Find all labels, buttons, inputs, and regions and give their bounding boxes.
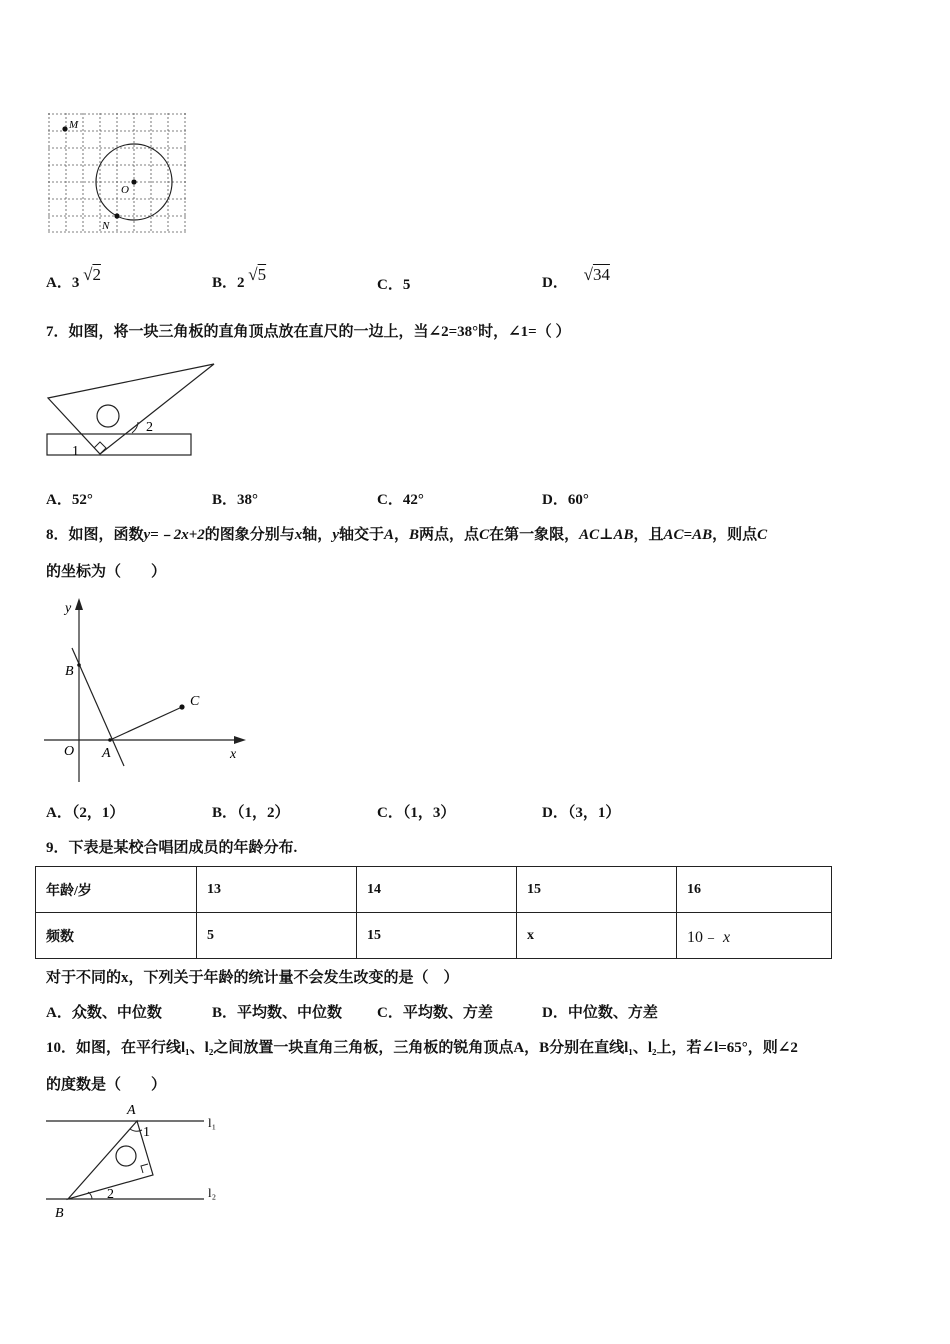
q8-function: y=﹣2x+2: [143, 527, 205, 543]
q6-label-m: M: [69, 119, 79, 131]
q7-triangle: [48, 364, 214, 454]
q9-age-14: 14: [357, 867, 517, 913]
q6-option-b-label: B．: [212, 275, 238, 291]
q6-option-c[interactable]: [377, 273, 410, 294]
table-row: [36, 913, 832, 959]
q9-option-c[interactable]: C．平均数、方差: [377, 1005, 493, 1021]
q8-label-o: O: [64, 744, 75, 759]
q6-option-b-sqrt: √5: [248, 265, 267, 284]
q9-freq-16: [677, 913, 832, 959]
q7-figure: [46, 362, 218, 460]
q9-freq-16-var: x: [723, 929, 731, 946]
q6-option-b-radicand: 5: [257, 265, 267, 284]
q6-point-n: [114, 213, 119, 218]
q6-grid-figure: [48, 113, 188, 235]
q7-text: 7．如图，将一块三角板的直角顶点放在直尺的一边上，当∠2=38°时，∠1=（ ）: [46, 324, 571, 340]
q9-freq-15: x: [517, 913, 677, 959]
q10-text-line1: 10．如图，在平行线l₁、l₂之间放置一块直角三角板，三角板的锐角顶点A，B分别在直线l₁、l₂上，若∠l=65°，则∠2: [46, 1040, 798, 1056]
q6-option-b[interactable]: [212, 265, 267, 292]
q6-option-b-coef: 2: [237, 275, 245, 291]
q10-label-l2: l₂: [208, 1185, 217, 1200]
q8-label-x: x: [230, 747, 237, 762]
q7-option-d[interactable]: D．60°: [542, 492, 589, 508]
q8-x-axis-arrow: [234, 736, 246, 744]
q9-option-d[interactable]: D．中位数、方差: [542, 1005, 658, 1021]
q9-age-13: 13: [197, 867, 357, 913]
q8-point-c: [179, 704, 184, 709]
q7-label-2: 2: [146, 420, 153, 435]
q8-label-a: A: [102, 746, 111, 761]
q8-point-a: [108, 738, 112, 742]
q8-label-y: y: [65, 601, 72, 616]
q6-option-d-label: D．: [542, 275, 568, 291]
q6-option-d-radicand: 34: [592, 265, 610, 284]
q6-option-a-sqrt: √2: [83, 265, 101, 284]
q9-age-table: [35, 866, 832, 959]
q6-point-m: [62, 126, 67, 131]
q7-right-angle-mark: [94, 442, 106, 454]
q7-option-c[interactable]: C．42°: [377, 492, 424, 508]
q7-option-a[interactable]: A．52°: [46, 492, 93, 508]
q9-option-b[interactable]: B．平均数、中位数: [212, 1005, 343, 1021]
q9-text: 9．下表是某校合唱团成员的年龄分布.: [46, 840, 298, 856]
table-row: [36, 867, 832, 913]
q9-age-15: 15: [517, 867, 677, 913]
q8-segment-ac: [110, 707, 182, 740]
q6-option-a[interactable]: [46, 265, 101, 292]
q7-label-1: 1: [72, 444, 79, 459]
q6-option-d-sqrt: √34: [583, 265, 610, 284]
q10-label-a: A: [127, 1103, 136, 1118]
q8-label-c: C: [190, 694, 200, 709]
q8-y-axis-arrow: [75, 598, 83, 610]
q8-point-b: [77, 663, 81, 667]
q8-option-d[interactable]: D．（3，1）: [542, 805, 621, 821]
q10-triangle-hole: [116, 1146, 136, 1166]
q6-label-o: O: [121, 184, 129, 196]
q7-option-b[interactable]: B．38°: [212, 492, 259, 508]
q10-right-angle-mark: [141, 1164, 148, 1173]
q10-figure: [44, 1100, 226, 1222]
q6-option-a-label: A．: [46, 275, 72, 291]
q8-option-c[interactable]: C．（1，3）: [377, 805, 456, 821]
q8-option-b[interactable]: B．（1，2）: [212, 805, 290, 821]
q9-header-frequency: 频数: [36, 913, 197, 959]
q9-freq-14: 15: [357, 913, 517, 959]
q8-figure: [44, 596, 250, 786]
q9-option-a[interactable]: A．众数、中位数: [46, 1005, 162, 1021]
q6-option-a-radicand: 2: [92, 265, 101, 284]
q10-label-1: 1: [143, 1125, 150, 1140]
q9-freq-16-number: 10﹣: [687, 929, 720, 946]
q8-label-b: B: [65, 664, 74, 679]
q6-option-d[interactable]: [542, 265, 610, 292]
q6-option-a-coef: 3: [71, 275, 80, 291]
q8-text-line1: 8．如图，函数y=﹣2x+2的图象分别与x轴，y轴交于A，B两点，点C在第一象限，AC⊥AB，且AC=AB，则点C: [46, 527, 768, 543]
q9-freq-13: 5: [197, 913, 357, 959]
q8-text-line2: 的坐标为（ ）: [46, 564, 167, 580]
q8-option-a[interactable]: A．（2，1）: [46, 805, 125, 821]
q7-ruler: [47, 434, 191, 455]
q6-point-o: [131, 179, 136, 184]
q9-question: 对于不同的x，下列关于年龄的统计量不会发生改变的是（ ）: [46, 970, 459, 986]
q6-option-c-value: 5: [402, 277, 411, 293]
q10-label-b: B: [55, 1206, 64, 1221]
q9-header-age: 年龄/岁: [36, 867, 197, 913]
q7-triangle-hole: [97, 405, 119, 427]
q9-age-16: 16: [677, 867, 832, 913]
q10-label-l1: l₁: [208, 1115, 217, 1130]
q6-option-c-label: C．: [377, 277, 403, 293]
q6-label-n: N: [102, 220, 110, 232]
q10-label-2: 2: [107, 1187, 114, 1202]
q10-text-line2: 的度数是（ ）: [46, 1077, 167, 1093]
